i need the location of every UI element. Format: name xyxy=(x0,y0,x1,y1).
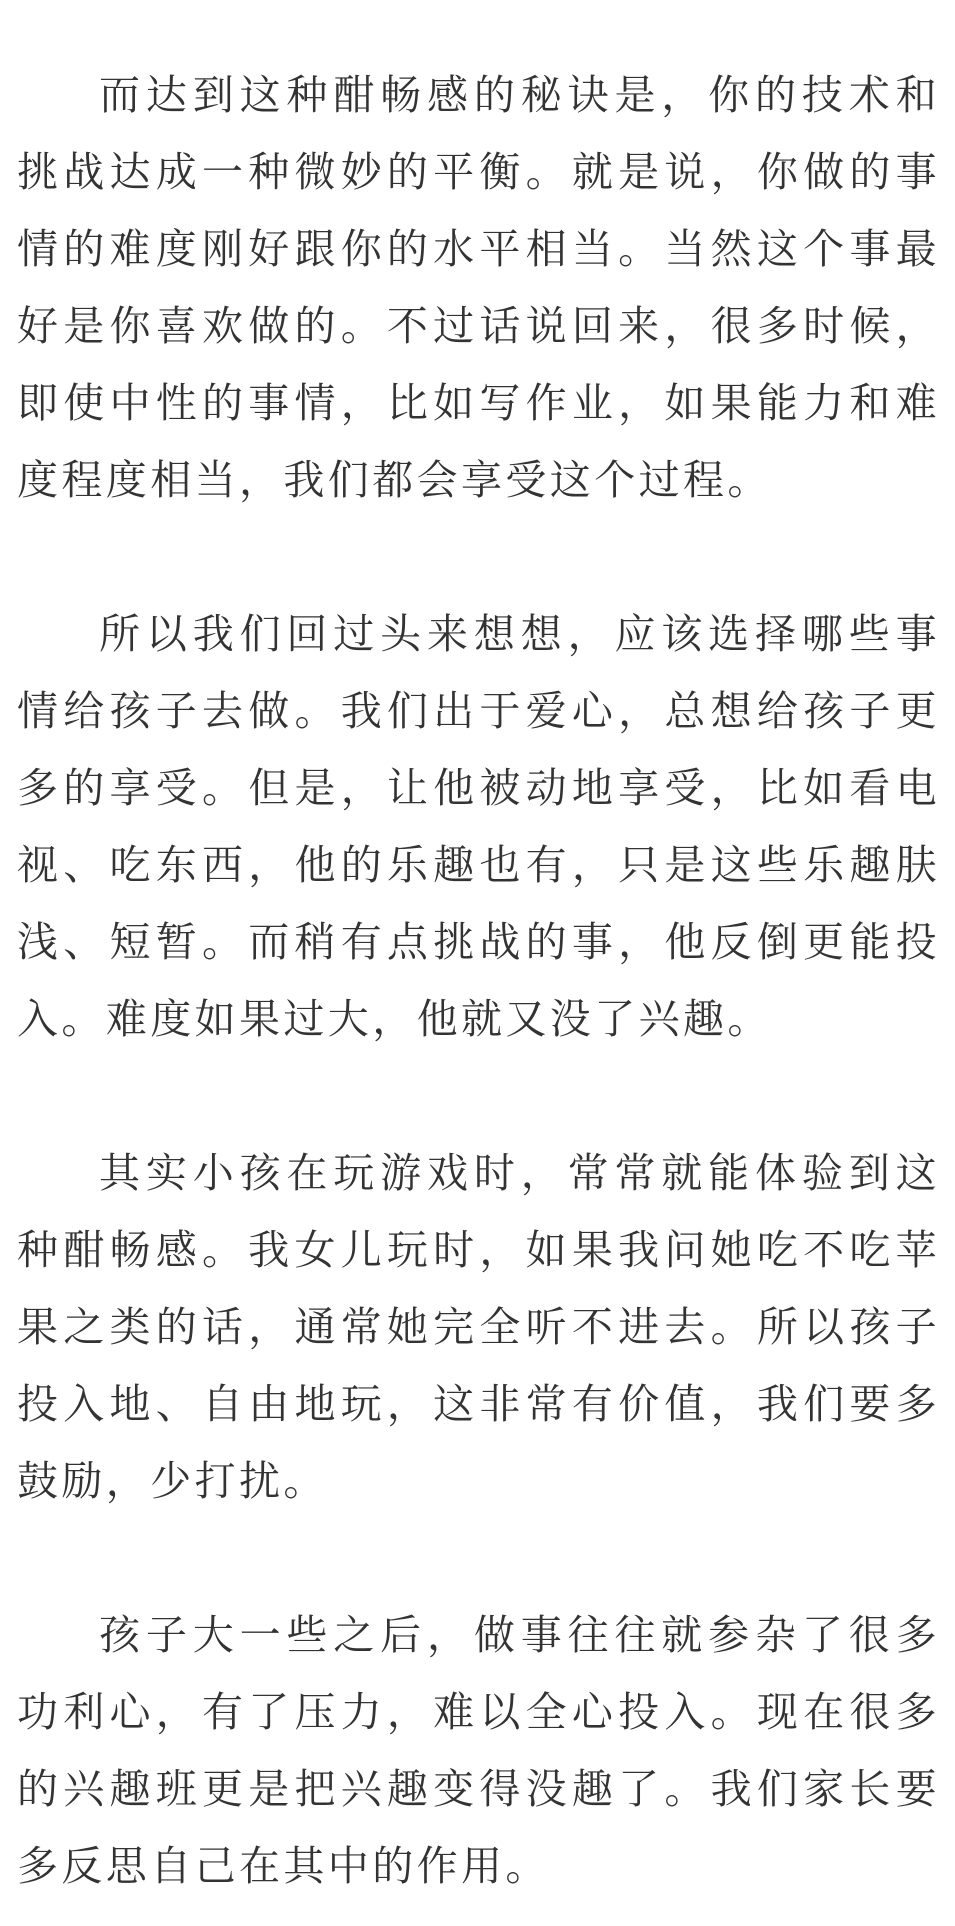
paragraph-1: 而达到这种酣畅感的秘诀是，你的技术和挑战达成一种微妙的平衡。就是说，你做的事情的难度刚好跟你的水平相当。当然这个事最好是你喜欢做的。不过话说回来，很多时候，即使中性的事情，比如写作业，如果能力和难度程度相当，我们都会享受这个过程。 xyxy=(17,71,940,504)
paragraph-3: 其实小孩在玩游戏时，常常就能体验到这种酣畅感。我女儿玩时，如果我问她吃不吃苹果之类的话，通常她完全听不进去。所以孩子投入地、自由地玩，这非常有价值，我们要多鼓励，少打扰。 xyxy=(17,1149,940,1505)
paragraph-2: 所以我们回过头来想想，应该选择哪些事情给孩子去做。我们出于爱心，总想给孩子更多的享受。但是，让他被动地享受，比如看电视、吃东西，他的乐趣也有，只是这些乐趣肤浅、短暂。而稍有点挑战的事，他反倒更能投入。难度如果过大，他就又没了兴趣。 xyxy=(17,610,940,1043)
article-body xyxy=(17,57,940,1905)
paragraph-4: 孩子大一些之后，做事往往就参杂了很多功利心，有了压力，难以全心投入。现在很多的兴趣班更是把兴趣变得没趣了。我们家长要多反思自己在其中的作用。 xyxy=(17,1611,940,1890)
